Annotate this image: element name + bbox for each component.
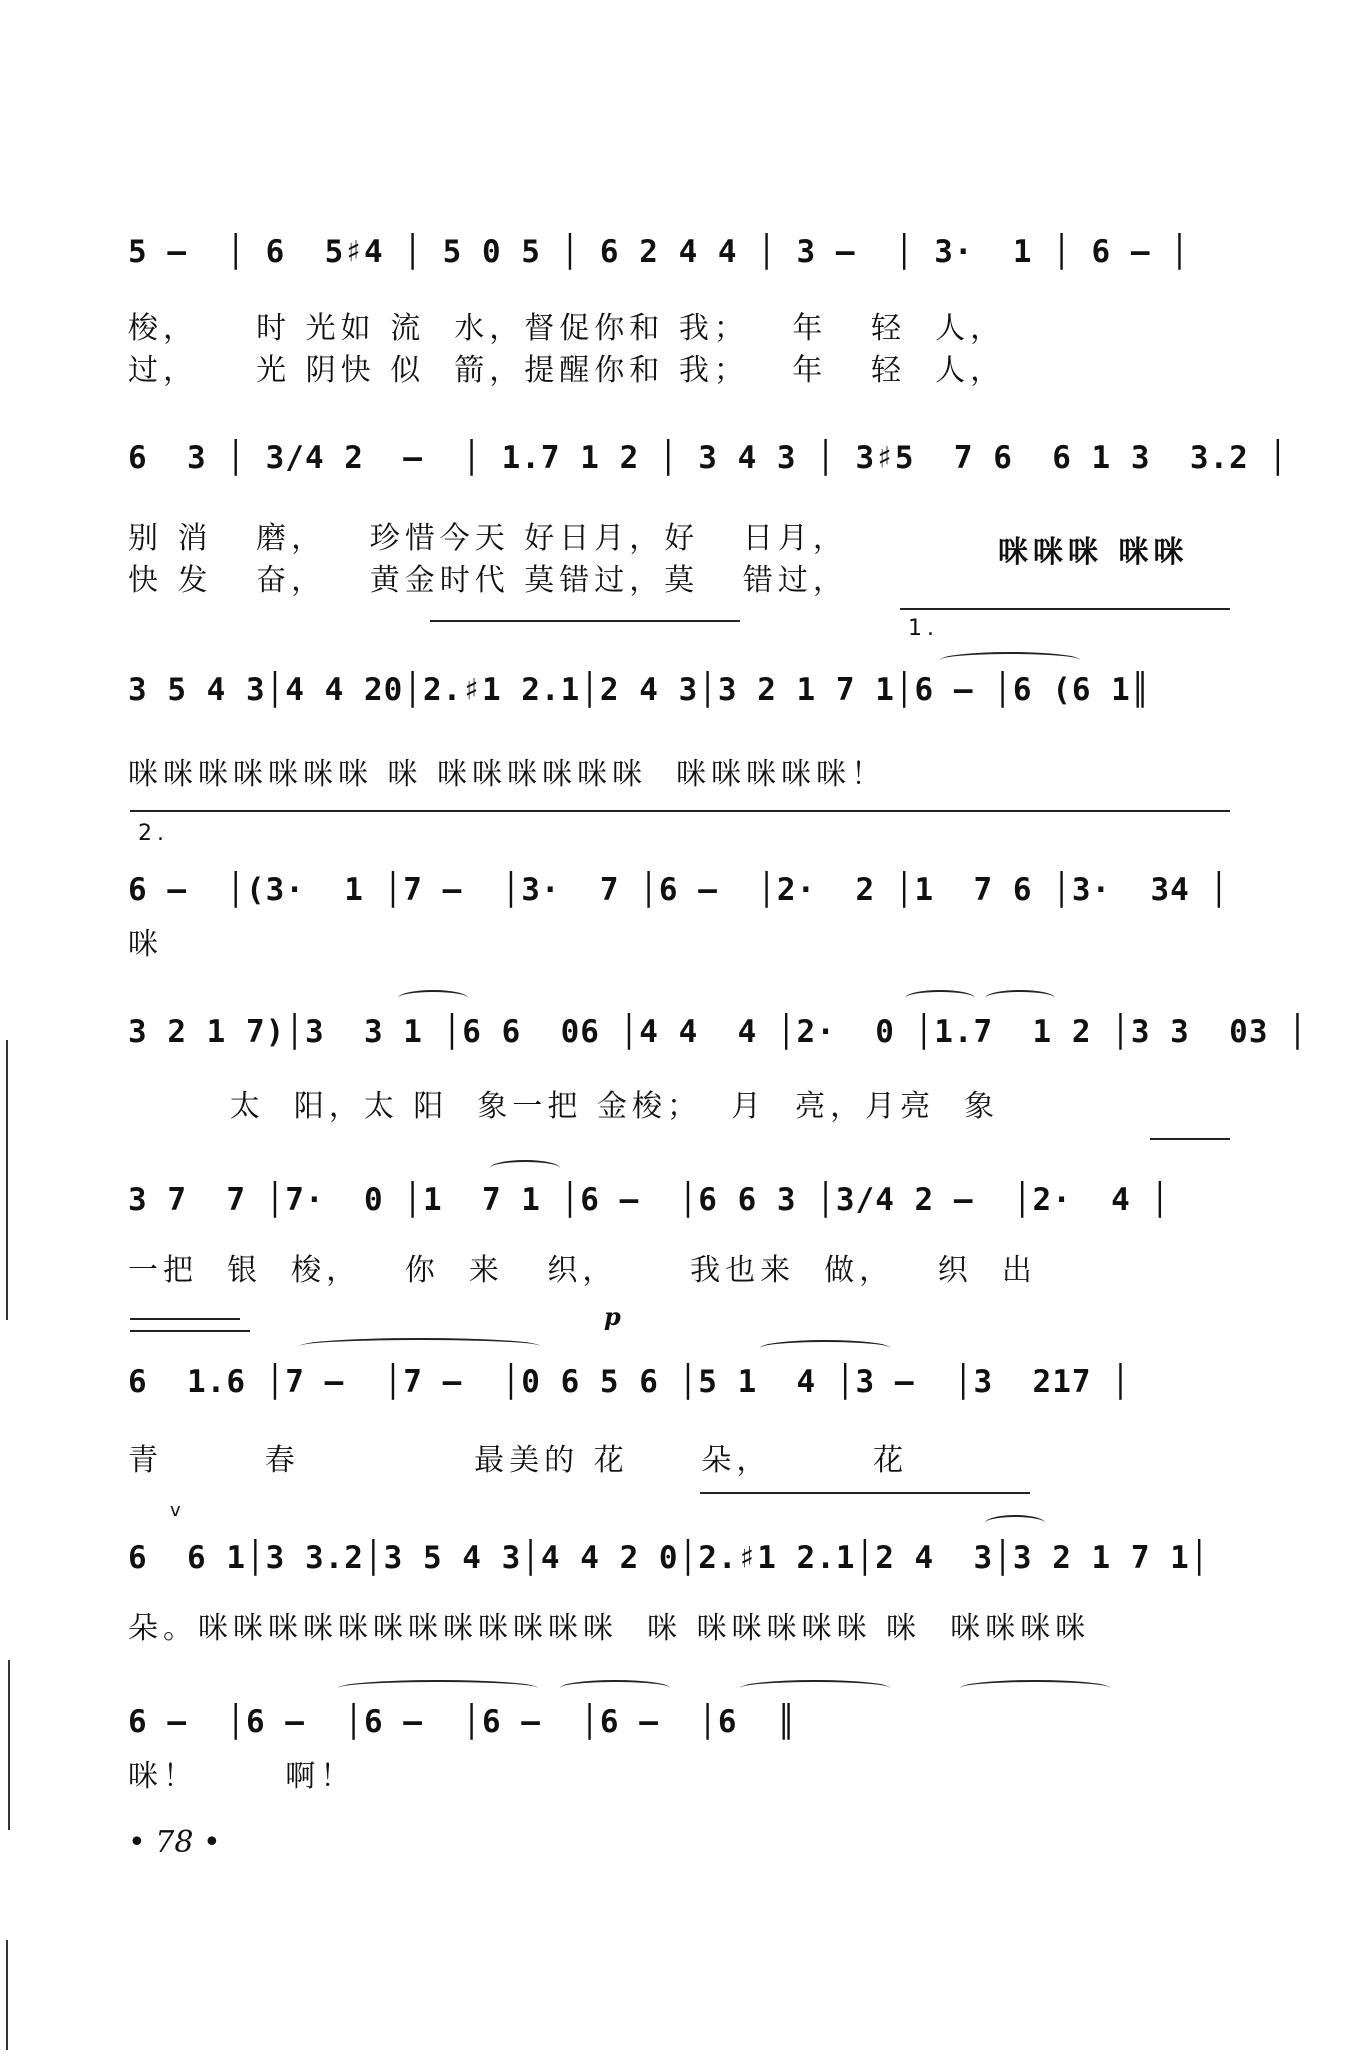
lyric-row-3: 咪咪咪咪咪咪咪 咪 咪咪咪咪咪咪 咪咪咪咪咪！ xyxy=(128,757,887,792)
notes-row-4: 6 – │(3· 1 │7 – │3· 7 │6 – │2· 2 │1 7 6 │3· 34 │ xyxy=(128,872,1230,908)
lyric-row-7: 青 春 最美的 花 朵， 花 xyxy=(128,1443,909,1478)
slur xyxy=(760,1340,890,1356)
brace-lyric: 咪咪咪 咪咪 xyxy=(998,535,1189,570)
slur xyxy=(300,1338,540,1354)
slur xyxy=(985,990,1055,1006)
dynamic-mark: p xyxy=(604,1302,621,1331)
notes-row-5: 3 2 1 7)│3 3 1 │6 6 06 │4 4 4 │2· 0 │1.7 1 2 │3 3 03 │ xyxy=(128,1014,1308,1050)
slur xyxy=(490,1160,560,1176)
slur xyxy=(905,990,975,1006)
tie-line xyxy=(430,620,740,622)
lyric-row-8: 朵。咪咪咪咪咪咪咪咪咪咪咪咪 咪 咪咪咪咪咪 咪 咪咪咪咪 xyxy=(128,1611,1091,1646)
slur xyxy=(740,1680,890,1696)
lyric-verse-2: 过， 光 阴快 似 箭，提醒你和 我； 年 轻 人， xyxy=(128,353,1006,388)
hairpin-line xyxy=(1150,1138,1230,1140)
lyric-row-4: 咪 xyxy=(128,927,163,962)
lyric-verse-1: 别 消 磨， 珍惜今天 好日月，好 日月， xyxy=(128,521,848,556)
breath-mark: v xyxy=(170,1500,181,1521)
hairpin-line xyxy=(130,1330,250,1332)
notes-row-8: 6 6 1│3 3.2│3 5 4 3│4 4 2 0│2.♯1 2.1│2 4 3│3 2 1 7 1│ xyxy=(128,1540,1210,1576)
scan-edge xyxy=(8,1660,10,1830)
notes-row-7: 6 1.6 │7 – │7 – │0 6 5 6 │5 1 4 │3 – │3 217 │ xyxy=(128,1364,1131,1400)
slur xyxy=(985,1515,1045,1531)
notes-row-6: 3 7 7 │7· 0 │1 7 1 │6 – │6 6 3 │3/4 2 – │2· 4 │ xyxy=(128,1182,1171,1218)
slur xyxy=(560,1680,670,1696)
slur xyxy=(940,652,1080,668)
scan-edge xyxy=(6,1040,8,1320)
tie-line xyxy=(700,1492,1030,1494)
slur xyxy=(960,1680,1110,1696)
slur xyxy=(338,1680,538,1696)
notes-row-9: 6 – │6 – │6 – │6 – │6 – │6 ║ xyxy=(128,1704,797,1740)
volta-2-label: 2. xyxy=(138,821,169,846)
volta-2-bracket xyxy=(130,810,1230,812)
slur xyxy=(398,990,468,1006)
notes-row-1: 5 – │ 6 5♯4 │ 5 0 5 │ 6 2 4 4 │ 3 – │ 3· 1 │ 6 – │ xyxy=(128,234,1190,270)
notes-row-2: 6 3 │ 3/4 2 – │ 1.7 1 2 │ 3 4 3 │ 3♯5 7 6 6 1 3 3.2 │ xyxy=(128,440,1289,476)
lyric-row-9: 咪！ 啊！ xyxy=(128,1759,356,1794)
lyric-row-5: 太 阳，太 阳 象一把 金梭； 月 亮，月亮 象 xyxy=(128,1089,1000,1124)
lyric-verse-2: 快 发 奋， 黄金时代 莫错过，莫 错过， xyxy=(128,563,848,598)
lyric-row-6: 一把 银 梭， 你 来 织， 我也来 做， 织 出 xyxy=(128,1253,1037,1288)
lyric-verse-1: 梭， 时 光如 流 水，督促你和 我； 年 轻 人， xyxy=(128,311,1006,346)
hairpin-line xyxy=(130,1318,240,1320)
notes-row-3: 3 5 4 3│4 4 20│2.♯1 2.1│2 4 3│3 2 1 7 1│6 – │6 (6 1║ xyxy=(128,672,1151,708)
volta-1-label: 1. xyxy=(908,616,939,641)
page-number: • 78 • xyxy=(128,1825,221,1860)
scan-edge xyxy=(6,1940,8,2050)
